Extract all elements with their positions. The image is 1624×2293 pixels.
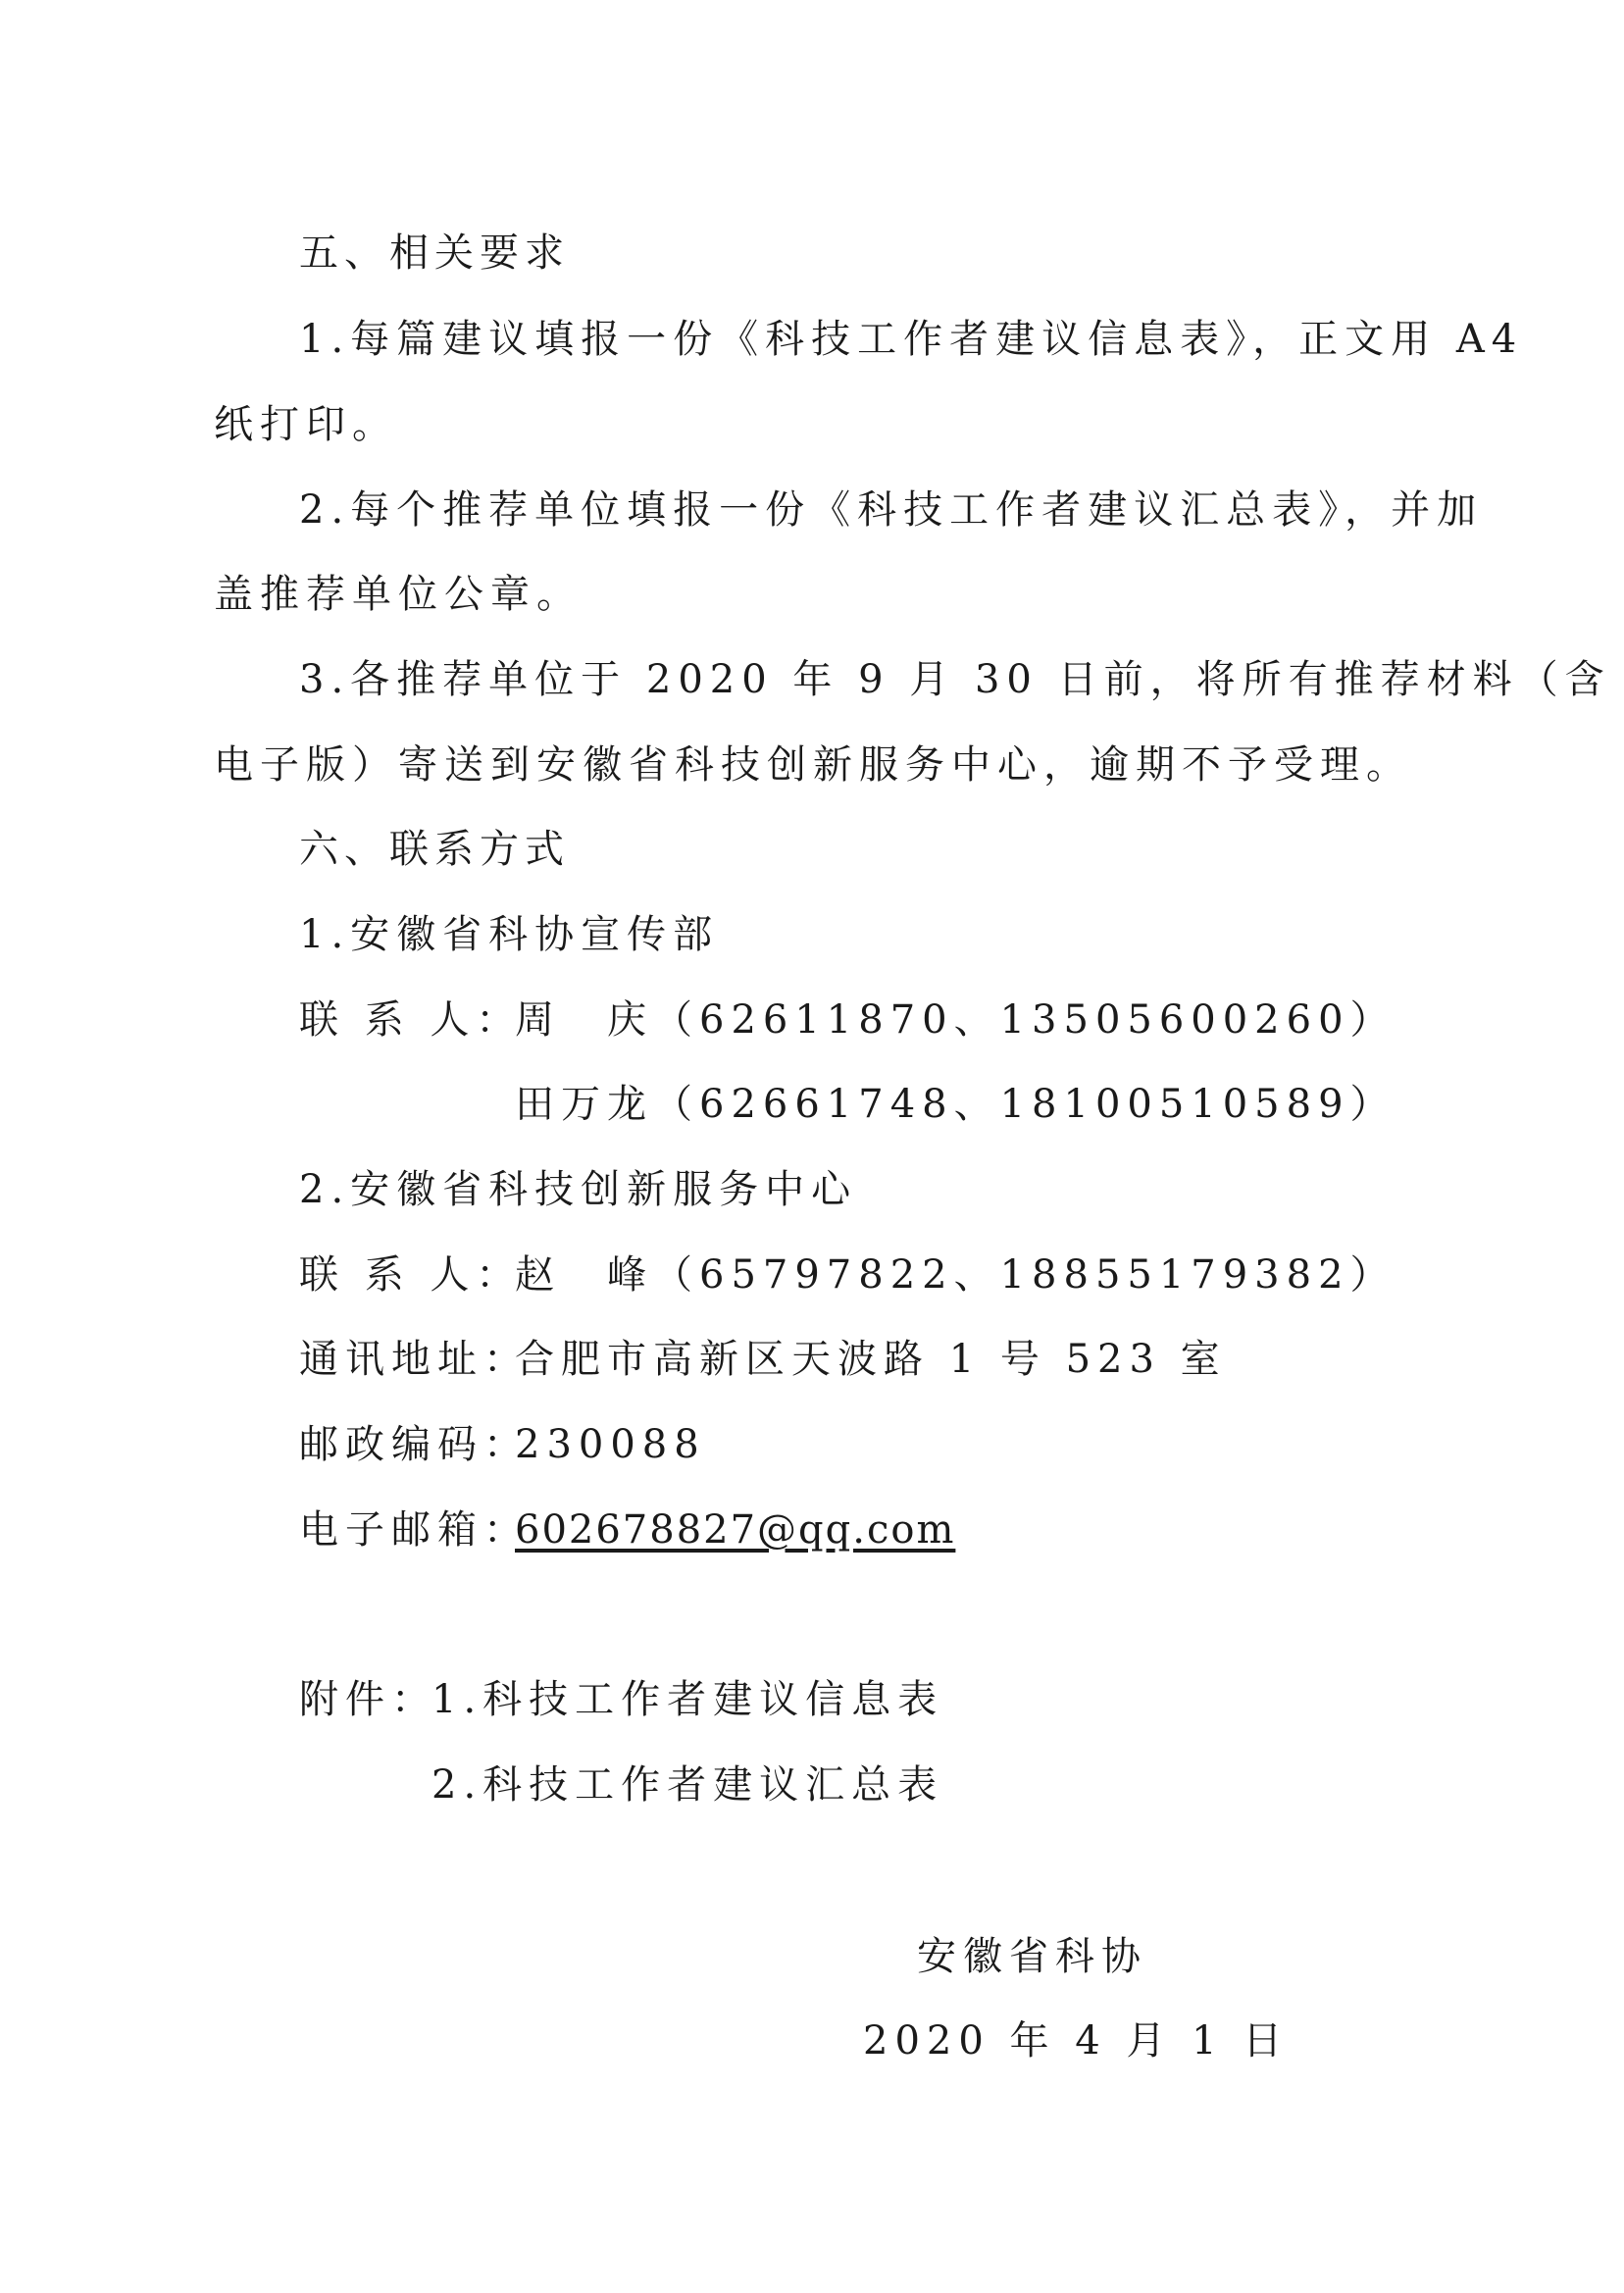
attachments-label: 附件： bbox=[299, 1677, 437, 1722]
address-label: 通讯地址： bbox=[299, 1337, 530, 1382]
org2-contact1: 赵 峰（65797822、18855179382） bbox=[515, 1252, 1396, 1298]
section6-heading: 六、联系方式 bbox=[299, 827, 570, 872]
org1-name: 1.安徽省科协宣传部 bbox=[299, 912, 720, 957]
signature-org: 安徽省科协 bbox=[917, 1934, 1147, 1979]
email-link[interactable]: 602678827@qq.com bbox=[515, 1507, 956, 1553]
item1-line2: 纸打印。 bbox=[214, 402, 398, 447]
postcode-label: 邮政编码： bbox=[299, 1422, 530, 1467]
item1-line1: 1.每篇建议填报一份《科技工作者建议信息表》，正文用 A4 bbox=[299, 317, 1524, 362]
email-label: 电子邮箱： bbox=[299, 1507, 530, 1553]
attachment-item-2: 2.科技工作者建议汇总表 bbox=[431, 1762, 944, 1808]
item3-line1: 3.各推荐单位于 2020 年 9 月 30 日前，将所有推荐材料（含 bbox=[299, 657, 1611, 702]
signature-date: 2020 年 4 月 1 日 bbox=[863, 2018, 1290, 2064]
postcode-value: 230088 bbox=[515, 1422, 706, 1467]
org1-contact-label: 联 系 人： bbox=[299, 997, 523, 1043]
item2-line1: 2.每个推荐单位填报一份《科技工作者建议汇总表》，并加 bbox=[299, 487, 1484, 533]
section5-heading: 五、相关要求 bbox=[299, 230, 570, 276]
org1-contact2: 田万龙（62661748、18100510589） bbox=[515, 1082, 1396, 1127]
org2-name: 2.安徽省科技创新服务中心 bbox=[299, 1167, 858, 1212]
item3-line2: 电子版）寄送到安徽省科技创新服务中心，逾期不予受理。 bbox=[214, 742, 1412, 788]
attachment-item-1: 1.科技工作者建议信息表 bbox=[431, 1677, 944, 1722]
item2-line2: 盖推荐单位公章。 bbox=[214, 572, 583, 617]
address-value: 合肥市高新区天波路 1 号 523 室 bbox=[515, 1337, 1227, 1382]
org1-contact1: 周 庆（62611870、13505600260） bbox=[515, 997, 1396, 1043]
org2-contact-label: 联 系 人： bbox=[299, 1252, 523, 1298]
